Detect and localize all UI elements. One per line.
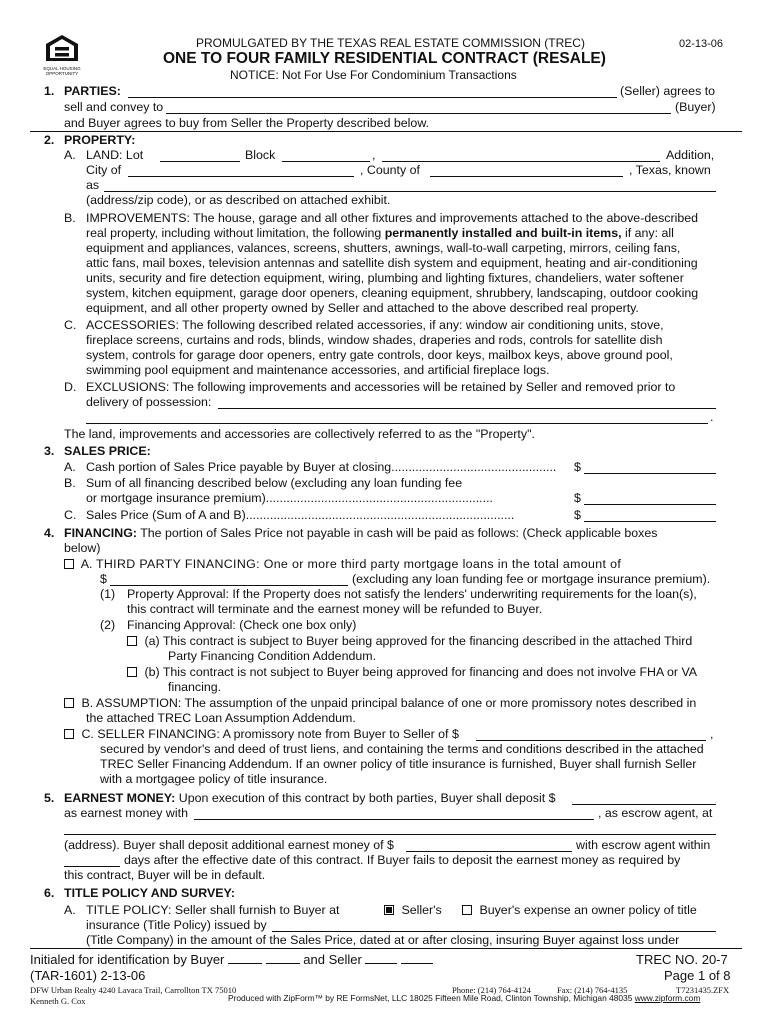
s6-heading: TITLE POLICY AND SURVEY: xyxy=(64,886,235,900)
s4-p2a-line1: This contract is subject to Buyer being approved for the financing described in the attached Third xyxy=(162,634,693,648)
s4a-checkbox[interactable] xyxy=(64,559,74,569)
footer-and-seller: and Seller xyxy=(303,952,362,967)
s2-c-line1: ACCESSORIES: The following described related accessories, if any: window air conditioning units, stove, xyxy=(86,318,664,332)
notice-line: NOTICE: Not For Use For Condominium Transactions xyxy=(230,68,517,82)
s2-d-line2: delivery of possession: xyxy=(86,395,212,409)
divider xyxy=(30,131,742,132)
days-field[interactable] xyxy=(64,855,120,867)
form-date: 02-13-06 xyxy=(679,38,724,50)
escrow-agent-field[interactable] xyxy=(194,808,594,820)
s2-b-line1: IMPROVEMENTS: The house, garage and all other fixtures and improvements attached to the above-described xyxy=(86,211,699,225)
buyer-initial-2[interactable] xyxy=(266,952,300,964)
s4-p2a-checkbox[interactable] xyxy=(127,636,137,646)
s3-c-dollar: $ xyxy=(574,508,581,522)
escrow-address-field[interactable] xyxy=(64,823,716,835)
s3-c-text: Sales Price (Sum of A and B) xyxy=(86,508,246,522)
s1-line3: and Buyer agrees to buy from Seller the Property described below. xyxy=(64,116,430,130)
s2-number: 2. xyxy=(44,133,55,147)
s4c-checkbox[interactable] xyxy=(64,729,74,739)
address-field[interactable] xyxy=(104,180,716,192)
s2-a-land: LAND: Lot xyxy=(86,148,144,162)
s2-d-end: . xyxy=(710,410,714,424)
s1-sell-convey: sell and convey to xyxy=(64,100,164,114)
s2-c-line4: swimming pool equipment and maintenance accessories, and artificial fireplace logs. xyxy=(86,363,550,377)
footer-initialed: Initialed for identification by Buyer xyxy=(30,952,225,967)
leader-dots: .............................................................................. xyxy=(245,508,515,522)
s5-line4a: (address). Buyer shall deposit additional earnest money of $ xyxy=(64,838,394,852)
footer-page: Page 1 of 8 xyxy=(664,968,731,983)
s2-c-label: C. xyxy=(64,318,77,332)
s4-p2-line1: Financing Approval: (Check one box only) xyxy=(127,618,357,632)
page-title: ONE TO FOUR FAMILY RESIDENTIAL CONTRACT (RESALE) xyxy=(163,50,606,67)
title-company-field[interactable] xyxy=(272,920,716,932)
footer-tar: (TAR-1601) 2-13-06 xyxy=(30,968,146,983)
sales-price-field[interactable] xyxy=(584,510,716,522)
footer-divider xyxy=(30,948,742,949)
s2-c-line2: fireplace screens, curtains and rods, blinds, window shades, draperies and rods, controls for satellite dish xyxy=(86,333,663,347)
footer-file: T7231435.ZFX xyxy=(676,985,730,995)
s2-a-label: A. xyxy=(64,148,76,162)
s3-a-label: A. xyxy=(64,460,76,474)
s3-b-text2: or mortgage insurance premium) xyxy=(86,491,266,505)
s4-heading: FINANCING: xyxy=(64,526,137,540)
s4-number: 4. xyxy=(44,526,55,540)
exclusions-field-2[interactable] xyxy=(86,412,708,424)
s3-b-text1: Sum of all financing described below (excluding any loan funding fee xyxy=(86,476,463,490)
s4-a-line1: THIRD PARTY FINANCING: One or more third party mortgage loans in the total amount of xyxy=(95,557,622,571)
s5-number: 5. xyxy=(44,791,55,805)
s2-b-line5: units, security and fire detection equipment, wiring, plumbing and lighting fixtures, chandeliers, water softener xyxy=(86,271,684,285)
s4-a-dollar: $ xyxy=(100,572,107,586)
s4-p2b-line2: financing. xyxy=(168,680,222,694)
third-party-amount-field[interactable] xyxy=(110,574,348,586)
footer-produced: Produced with ZipForm™ by RE FormsNet, LLC 18025 Fifteen Mile Road, Clinton Township, Michigan 48035 xyxy=(228,993,633,1003)
s4-intro: The portion of Sales Price not payable in cash will be paid as follows: (Check applicable boxes xyxy=(140,526,658,540)
s2-a-as: as xyxy=(86,178,100,192)
s2-c-line3: system, controls for garage door openers, entry gate controls, door keys, mailbox keys, above ground pool, xyxy=(86,348,673,362)
s4-intro2: below) xyxy=(64,541,101,555)
lot-field[interactable] xyxy=(160,150,240,162)
s2-collective: The land, improvements and accessories are collectively referred to as the "Property". xyxy=(64,427,535,441)
s1-heading: PARTIES: xyxy=(64,84,121,98)
footer-trec-no: TREC NO. 20-7 xyxy=(636,952,728,967)
seller-initial-1[interactable] xyxy=(365,952,397,964)
city-field[interactable] xyxy=(128,165,354,177)
s4b-checkbox[interactable] xyxy=(64,698,74,708)
s1-number: 1. xyxy=(44,84,55,98)
s2-a-texas: , Texas, known xyxy=(629,163,711,177)
s2-b-line2b: permanently installed and built-in items, xyxy=(384,226,622,240)
s2-a-address: (address/zip code), or as described on attached exhibit. xyxy=(86,193,391,207)
s2-a-block: Block xyxy=(245,148,276,162)
s4-p2-label: (2) xyxy=(100,618,116,632)
promulgated-line: PROMULGATED BY THE TEXAS REAL ESTATE COMMISSION (TREC) xyxy=(196,36,585,50)
s6-a-label: A. xyxy=(64,903,76,917)
s4-p1-line2: this contract will terminate and the earnest money will be refunded to Buyer. xyxy=(127,602,543,616)
s4-c-comma: , xyxy=(710,727,714,741)
footer-agent: Kenneth G. Cox xyxy=(30,996,86,1006)
additional-earnest-field[interactable] xyxy=(406,840,572,852)
buyers-expense-checkbox[interactable] xyxy=(462,905,472,915)
s6-number: 6. xyxy=(44,886,55,900)
s4-a-label: A. xyxy=(80,557,93,571)
s4-c-line3: TREC Seller Financing Addendum. If an owner policy of title insurance is furnished, Buyer shall furnish Seller xyxy=(100,757,697,771)
s5-heading: EARNEST MONEY: xyxy=(64,791,176,805)
s3-number: 3. xyxy=(44,444,55,458)
s6-a-line3: (Title Company) in the amount of the Sales Price, dated at or after closing, insuring Buyer against loss under xyxy=(86,933,680,947)
leader-dots: ................................................ xyxy=(391,460,557,474)
s4-c-line4: with a mortgagee policy of title insurance. xyxy=(100,772,328,786)
s4-b-line1: ASSUMPTION: The assumption of the unpaid principal balance of one or more promissory notes described in xyxy=(95,696,697,710)
footer-broker: DFW Urban Realty 4240 Lavaca Trail, Carrollton TX 75010 xyxy=(30,985,237,995)
addition-field[interactable] xyxy=(382,150,660,162)
s1-buyer-tail: (Buyer) xyxy=(675,100,716,114)
s4-p1-label: (1) xyxy=(100,587,116,601)
s4-p2a-line2: Party Financing Condition Addendum. xyxy=(168,649,377,663)
footer-fax: Fax: (214) 764-4135 xyxy=(557,985,628,995)
s6-sellers: Seller's xyxy=(401,903,442,917)
seller-name-field[interactable] xyxy=(128,86,617,98)
s5-line2a: as earnest money with xyxy=(64,806,188,820)
s2-b-line2a: real property, including without limitation, the following xyxy=(86,226,382,240)
s4-p1-line1: Property Approval: If the Property does not satisfy the lenders' underwriting requirements for the loan(s), xyxy=(127,587,697,601)
earnest-money-field[interactable] xyxy=(572,793,716,805)
cash-portion-field[interactable] xyxy=(584,462,716,474)
s6-a-line2: insurance (Title Policy) issued by xyxy=(86,918,267,932)
logo-caption: EQUAL HOUSING OPPORTUNITY xyxy=(43,66,81,76)
s4-b-label: B. xyxy=(81,696,94,710)
s6-buyers: Buyer's expense an owner policy of title xyxy=(479,903,697,917)
s6-a-line1a: TITLE POLICY: Seller shall furnish to Buyer at xyxy=(86,903,340,917)
s2-b-line3: equipment and appliances, valances, screens, shutters, awnings, wall-to-wall carpeting, mirrors, ceiling fans, xyxy=(86,241,681,255)
s2-a-county: , County of xyxy=(360,163,420,177)
s3-heading: SALES PRICE: xyxy=(64,444,151,458)
seller-initial-2[interactable] xyxy=(401,952,433,964)
buyer-name-field[interactable] xyxy=(166,102,671,114)
s4-p2b-checkbox[interactable] xyxy=(127,667,137,677)
s3-b-label: B. xyxy=(64,476,76,490)
s2-b-line2 xyxy=(86,226,674,240)
s4-p2a-label: (a) xyxy=(144,634,160,648)
s2-d-label: D. xyxy=(64,380,77,394)
s4-c-line2: secured by vendor's and deed of trust liens, and containing the terms and conditions described in the attached xyxy=(100,742,704,756)
s2-heading: PROPERTY: xyxy=(64,133,136,147)
county-field[interactable] xyxy=(430,165,623,177)
s2-b-line7: equipment, and all other property owned by Seller and attached to the above described real property. xyxy=(86,301,639,315)
s2-b-label: B. xyxy=(64,211,76,225)
s5-line1: Upon execution of this contract by both parties, Buyer shall deposit $ xyxy=(178,791,556,805)
s3-c-label: C. xyxy=(64,508,77,522)
s4-c-label: C. xyxy=(81,727,94,741)
s2-d-line1: EXCLUSIONS: The following improvements and accessories will be retained by Seller and removed prior to xyxy=(86,380,676,394)
equal-housing-icon xyxy=(44,34,80,62)
s2-a-city: City of xyxy=(86,163,122,177)
s3-b-dollar: $ xyxy=(574,491,581,505)
s4-b-line2: the attached TREC Loan Assumption Addendum. xyxy=(86,711,356,725)
s4-p2b-label: (b) xyxy=(144,665,160,679)
s1-seller-tail: (Seller) agrees to xyxy=(620,84,716,98)
s5-line5: days after the effective date of this contract. If Buyer fails to deposit the earnest money as required by xyxy=(124,853,681,867)
financing-sum-field[interactable] xyxy=(584,493,716,505)
s4-a-line2: (excluding any loan funding fee or mortgage insurance premium). xyxy=(352,572,711,586)
s4-c-line1: SELLER FINANCING: A promissory note from Buyer to Seller of $ xyxy=(97,727,459,741)
s5-line2b: , as escrow agent, at xyxy=(598,806,713,820)
s2-b-line2c: if any: all xyxy=(624,226,674,240)
s2-b-line4: attic fans, mail boxes, television antennas and satellite dish system and equipment, heating and air-conditioning xyxy=(86,256,698,270)
s4-p2b-line1: This contract is not subject to Buyer being approved for financing and does not involve FHA or VA xyxy=(162,665,698,679)
s2-a-comma: , xyxy=(372,148,376,162)
s3-a-dollar: $ xyxy=(574,460,581,474)
s5-line4b: with escrow agent within xyxy=(576,838,711,852)
s3-a-text: Cash portion of Sales Price payable by Buyer at closing xyxy=(86,460,392,474)
s2-a-addition: Addition, xyxy=(666,148,715,162)
block-field[interactable] xyxy=(282,150,370,162)
seller-financing-field[interactable] xyxy=(476,729,706,741)
zipform-link[interactable]: www.zipform.com xyxy=(634,993,701,1003)
buyer-initial-1[interactable] xyxy=(228,952,262,964)
s2-b-line6: system, kitchen equipment, garage door openers, cleaning equipment, shrubbery, landscaping, outdoor cooking xyxy=(86,286,699,300)
exclusions-field[interactable] xyxy=(218,397,716,409)
leader-dots: .................................................................. xyxy=(265,491,493,505)
footer-phone: Phone: (214) 764-4124 xyxy=(452,985,531,995)
sellers-expense-checkbox[interactable] xyxy=(384,905,394,915)
s5-line6: this contract, Buyer will be in default. xyxy=(64,868,266,882)
